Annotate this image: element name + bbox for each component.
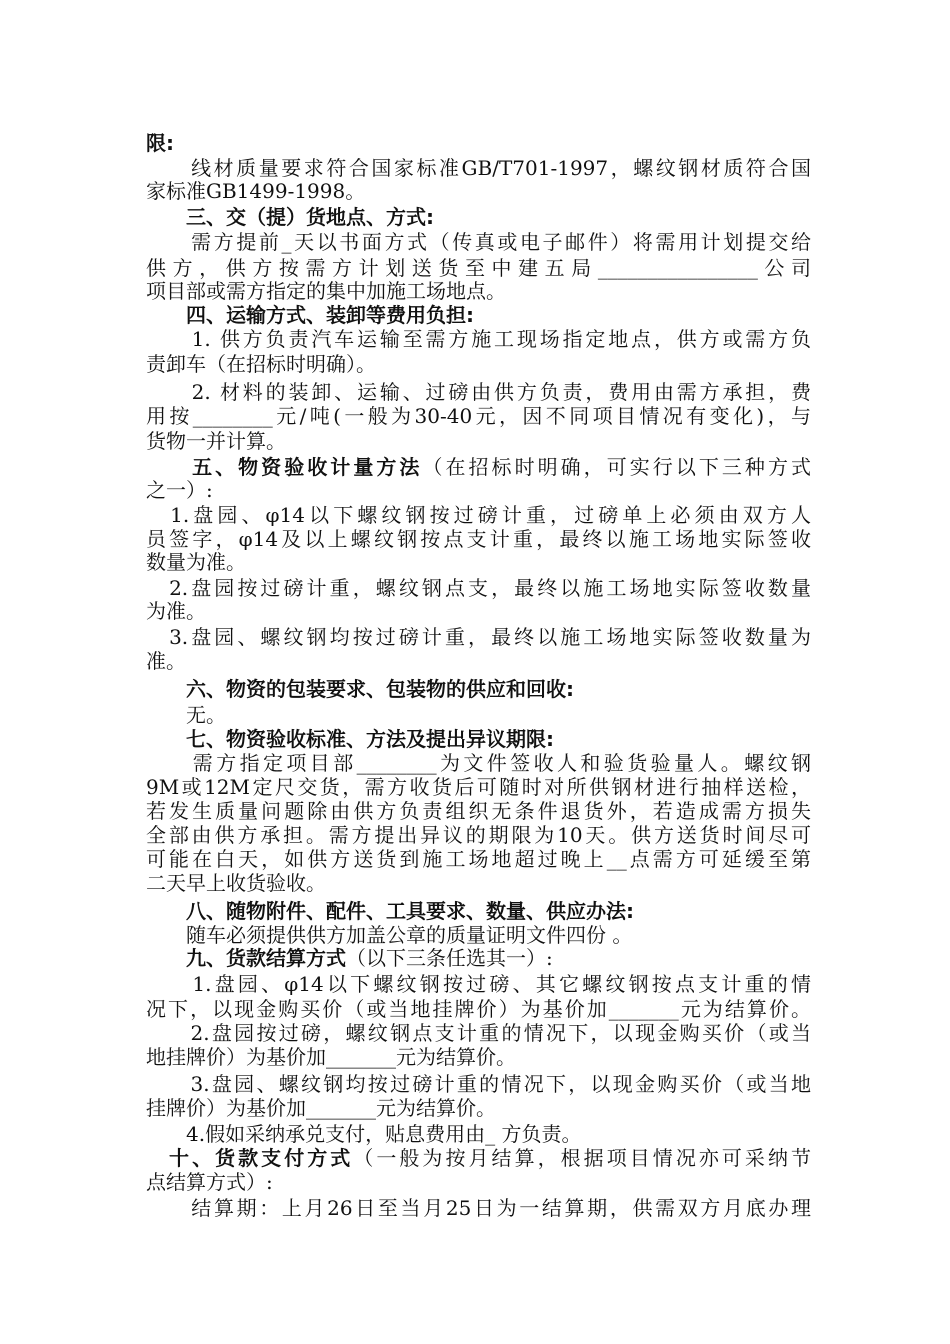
document-line (146, 1096, 811, 1121)
document-line (146, 727, 811, 752)
section-heading: 九、货款结算方式 (146, 946, 346, 970)
line-text: 需方提前_天以书面方式（传真或电子邮件）将需用计划提交给 (146, 230, 811, 254)
document-line (146, 1196, 811, 1221)
section-heading: 三、交（提）货地点、方式: (146, 205, 434, 229)
document-line (146, 1146, 811, 1171)
line-text: 可能在白天，如供方送货到施工场地超过晚上__点需方可延缓至第 (146, 847, 811, 871)
line-text: 若发生质量问题除由供方负责组织无条件退货外，若造成需方损失 (146, 799, 811, 823)
document-line (146, 205, 811, 230)
document-line (146, 303, 811, 328)
line-text: 二天早上收货验收。 (146, 871, 326, 895)
document-line (146, 1072, 811, 1097)
document-line (146, 946, 811, 971)
document-line (146, 550, 811, 575)
document-line (146, 1045, 811, 1070)
document-line (146, 649, 811, 674)
line-text: 2. 材料的装卸、运输、过磅由供方负责，费用由需方承担，费 (146, 380, 811, 404)
document-line (146, 775, 811, 800)
line-text: 1.盘园、φ14以下螺纹钢按过磅、其它螺纹钢按点支计重的情 (146, 972, 811, 996)
line-text: 2.盘园按过磅，螺纹钢点支计重的情况下，以现金购买价（或当 (146, 1021, 811, 1045)
line-text: 供方，供方按需方计划送货至中建五局________________公司 (146, 256, 811, 280)
line-text: 家标准GB1499-1998。 (146, 179, 366, 203)
document-line (146, 923, 811, 948)
section-heading: 五、物资验收计量方法 (146, 455, 423, 479)
line-text: 挂牌价）为基价加_______元为结算价。 (146, 1096, 496, 1120)
document-line (146, 156, 811, 181)
document-line (146, 179, 811, 204)
document-line (146, 256, 811, 281)
section-heading: 六、物资的包装要求、包装物的供应和回收: (146, 677, 574, 701)
document-line (146, 429, 811, 454)
line-text: 全部由供方承担。需方提出异议的期限为10天。供方送货时间尽可 (146, 823, 811, 847)
document-line (146, 279, 811, 304)
line-text: 点结算方式）: (146, 1170, 273, 1194)
document-line (146, 576, 811, 601)
line-text: 准。 (146, 649, 186, 673)
section-heading: 八、随物附件、配件、工具要求、数量、供应办法: (146, 899, 634, 923)
document-line (146, 972, 811, 997)
section-heading: 限: (146, 131, 174, 155)
section-heading: 四、运输方式、装卸等费用负担: (146, 303, 474, 327)
document-line (146, 352, 811, 377)
line-text: 况下，以现金购买价（或当地挂牌价）为基价加_______元为结算价。 (146, 997, 811, 1021)
line-text: 为准。 (146, 599, 206, 623)
line-text: 结算期：上月26日至当月25日为一结算期，供需双方月底办理 (146, 1196, 811, 1220)
line-text: 货物一并计算。 (146, 429, 286, 453)
document-line (146, 703, 811, 728)
line-text: 数量为准。 (146, 550, 246, 574)
line-text: 1. 供方负责汽车运输至需方施工现场指定地点，供方或需方负 (146, 327, 811, 351)
line-text: 2.盘园按过磅计重，螺纹钢点支，最终以施工场地实际签收数量 (146, 576, 811, 600)
document-line (146, 404, 811, 429)
line-text: 3.盘园、螺纹钢均按过磅计重的情况下，以现金购买价（或当地 (146, 1072, 811, 1096)
line-text: 随车必须提供供方加盖公章的质量证明文件四份 。 (146, 923, 633, 947)
document-line (146, 751, 811, 776)
line-text: 责卸车（在招标时明确）。 (146, 352, 376, 376)
document-line (146, 871, 811, 896)
document-line (146, 131, 811, 156)
line-text: 4.假如采纳承兑支付，贴息费用由_ 方负责。 (146, 1122, 582, 1146)
section-heading: 十、货款支付方式 (146, 1146, 354, 1170)
line-text: 9M或12M定尺交货，需方收货后可随时对所供钢材进行抽样送检， (146, 775, 811, 799)
document-line (146, 327, 811, 352)
document-line (146, 503, 811, 528)
document-line (146, 1122, 811, 1147)
document-line (146, 1170, 811, 1195)
document-line (146, 799, 811, 824)
line-text: 线材质量要求符合国家标准GB/T701-1997，螺纹钢材质符合国 (146, 156, 811, 180)
line-text: 员签字，φ14及以上螺纹钢按点支计重，最终以施工场地实际签收 (146, 527, 811, 551)
document-line (146, 823, 811, 848)
line-text: （在招标时明确，可实行以下三种方式 (422, 455, 812, 479)
document-line (146, 899, 811, 924)
document-line (146, 997, 811, 1022)
line-text: 用按________元/吨(一般为30-40元，因不同项目情况有变化)，与 (146, 404, 811, 428)
document-line (146, 847, 811, 872)
line-text: （一般为按月结算，根据项目情况亦可采纳节 (353, 1146, 812, 1170)
line-text: 项目部或需方指定的集中加施工场地点。 (146, 279, 506, 303)
document-line (146, 625, 811, 650)
document-line (146, 527, 811, 552)
section-heading: 七、物资验收标准、方法及提出异议期限: (146, 727, 554, 751)
document-line (146, 1021, 811, 1046)
line-text: 需方指定项目部________为文件签收人和验货验量人。螺纹钢 (146, 751, 811, 775)
line-text: 之一）: (146, 478, 213, 502)
line-text: 3.盘园、螺纹钢均按过磅计重，最终以施工场地实际签收数量为 (146, 625, 811, 649)
line-text: 地挂牌价）为基价加_______元为结算价。 (146, 1045, 516, 1069)
document-line (146, 380, 811, 405)
document-line (146, 455, 811, 480)
line-text: （以下三条任选其一）: (346, 946, 553, 970)
line-text: 1.盘园、φ14以下螺纹钢按过磅计重，过磅单上必须由双方人 (146, 503, 811, 527)
document-line (146, 599, 811, 624)
line-text: 无。 (146, 703, 226, 727)
document-line (146, 230, 811, 255)
document-line (146, 677, 811, 702)
document-line (146, 478, 811, 503)
